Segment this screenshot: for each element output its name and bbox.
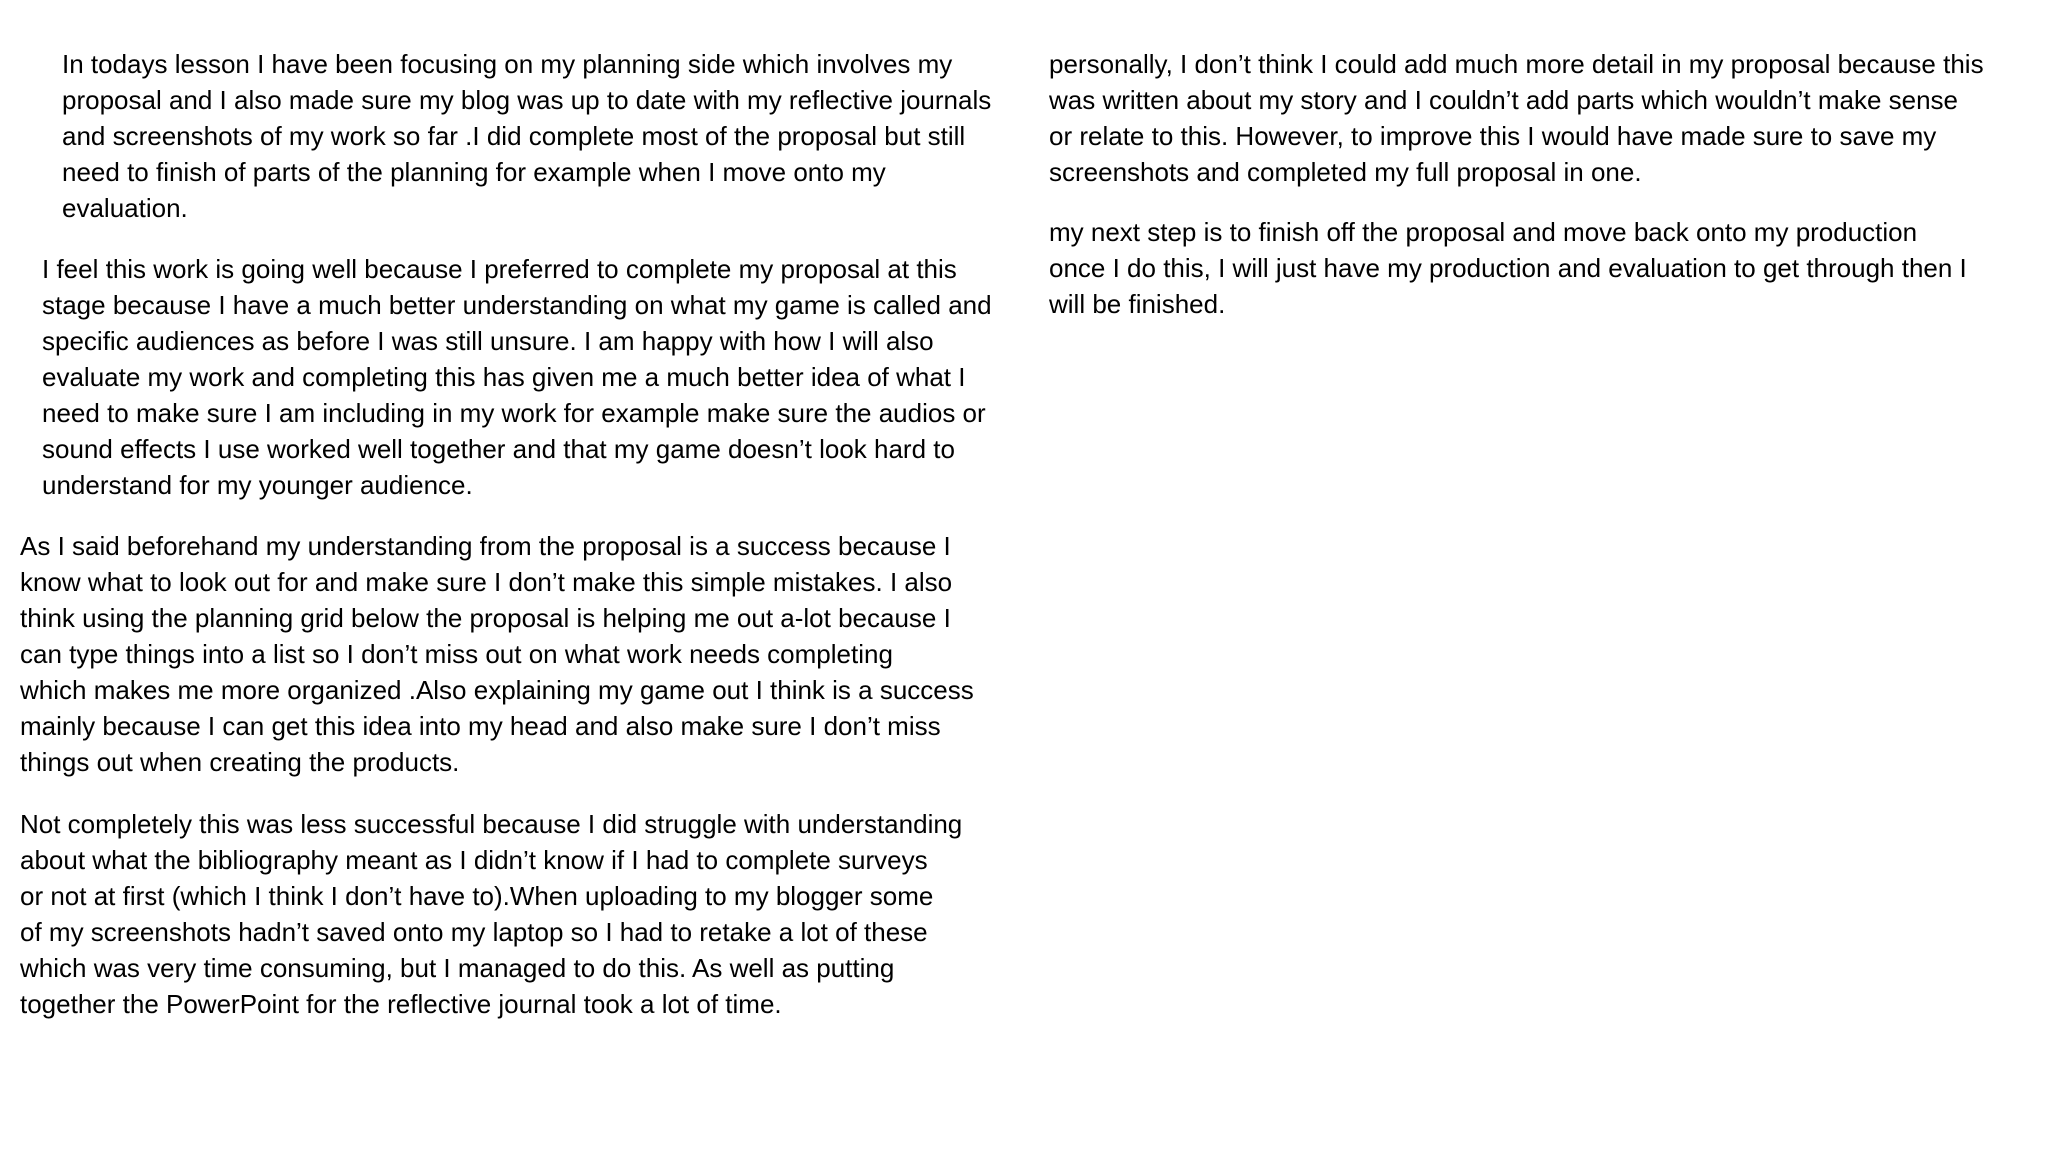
- progress-reflection-paragraph: I feel this work is going well because I preferred to complete my proposal at this stage because I have a much better understanding on what my game is called and specific audiences as before I was still unsure. I am happy with how I will also evaluate my work and completing this has given me a much better idea of what I need to make sure I am including in my work for example make sure the audios or sound effects I use worked well together and that my game doesn’t look hard to understand for my younger audience.: [42, 254, 992, 500]
- success-paragraph: As I said beforehand my understanding from the proposal is a success because I know what to look out for and make sure I don’t make this simple mistakes. I also think using the planning grid below the proposal is helping me out a-lot because I can type things into a list so I don’t miss out on what work needs completing which makes me more organized .Also explaining my game out I think is a success mainly because I can get this idea into my head and also make sure I don’t miss things out when creating the products.: [20, 531, 974, 777]
- less-successful-paragraph: Not completely this was less successful because I did struggle with understanding about what the bibliography meant as I didn’t know if I had to complete surveys or not at first (which I think I don’t have to).When uploading to my blogger some of my screenshots hadn’t saved onto my laptop so I had to retake a lot of these which was very time consuming, but I managed to do this. As well as putting together the PowerPoint for the reflective journal took a lot of time.: [20, 809, 963, 1019]
- next-step-paragraph: my next step is to finish off the proposal and move back onto my production once I do this, I will just have my production and evaluation to get through then I will be finished.: [1049, 217, 1967, 319]
- lesson-focus-paragraph: In todays lesson I have been focusing on my planning side which involves my proposal and I also made sure my blog was up to date with my reflective journals and screenshots of my work so far .I did complete most of the proposal but still need to finish of parts of the planning for example when I move onto my evaluation.: [62, 49, 992, 223]
- improvement-paragraph: personally, I don’t think I could add much more detail in my proposal because this was written about my story and I couldn’t add parts which wouldn’t make sense or relate to this. However, to improve this I would have made sure to save my screenshots and completed my full proposal in one.: [1049, 49, 1984, 187]
